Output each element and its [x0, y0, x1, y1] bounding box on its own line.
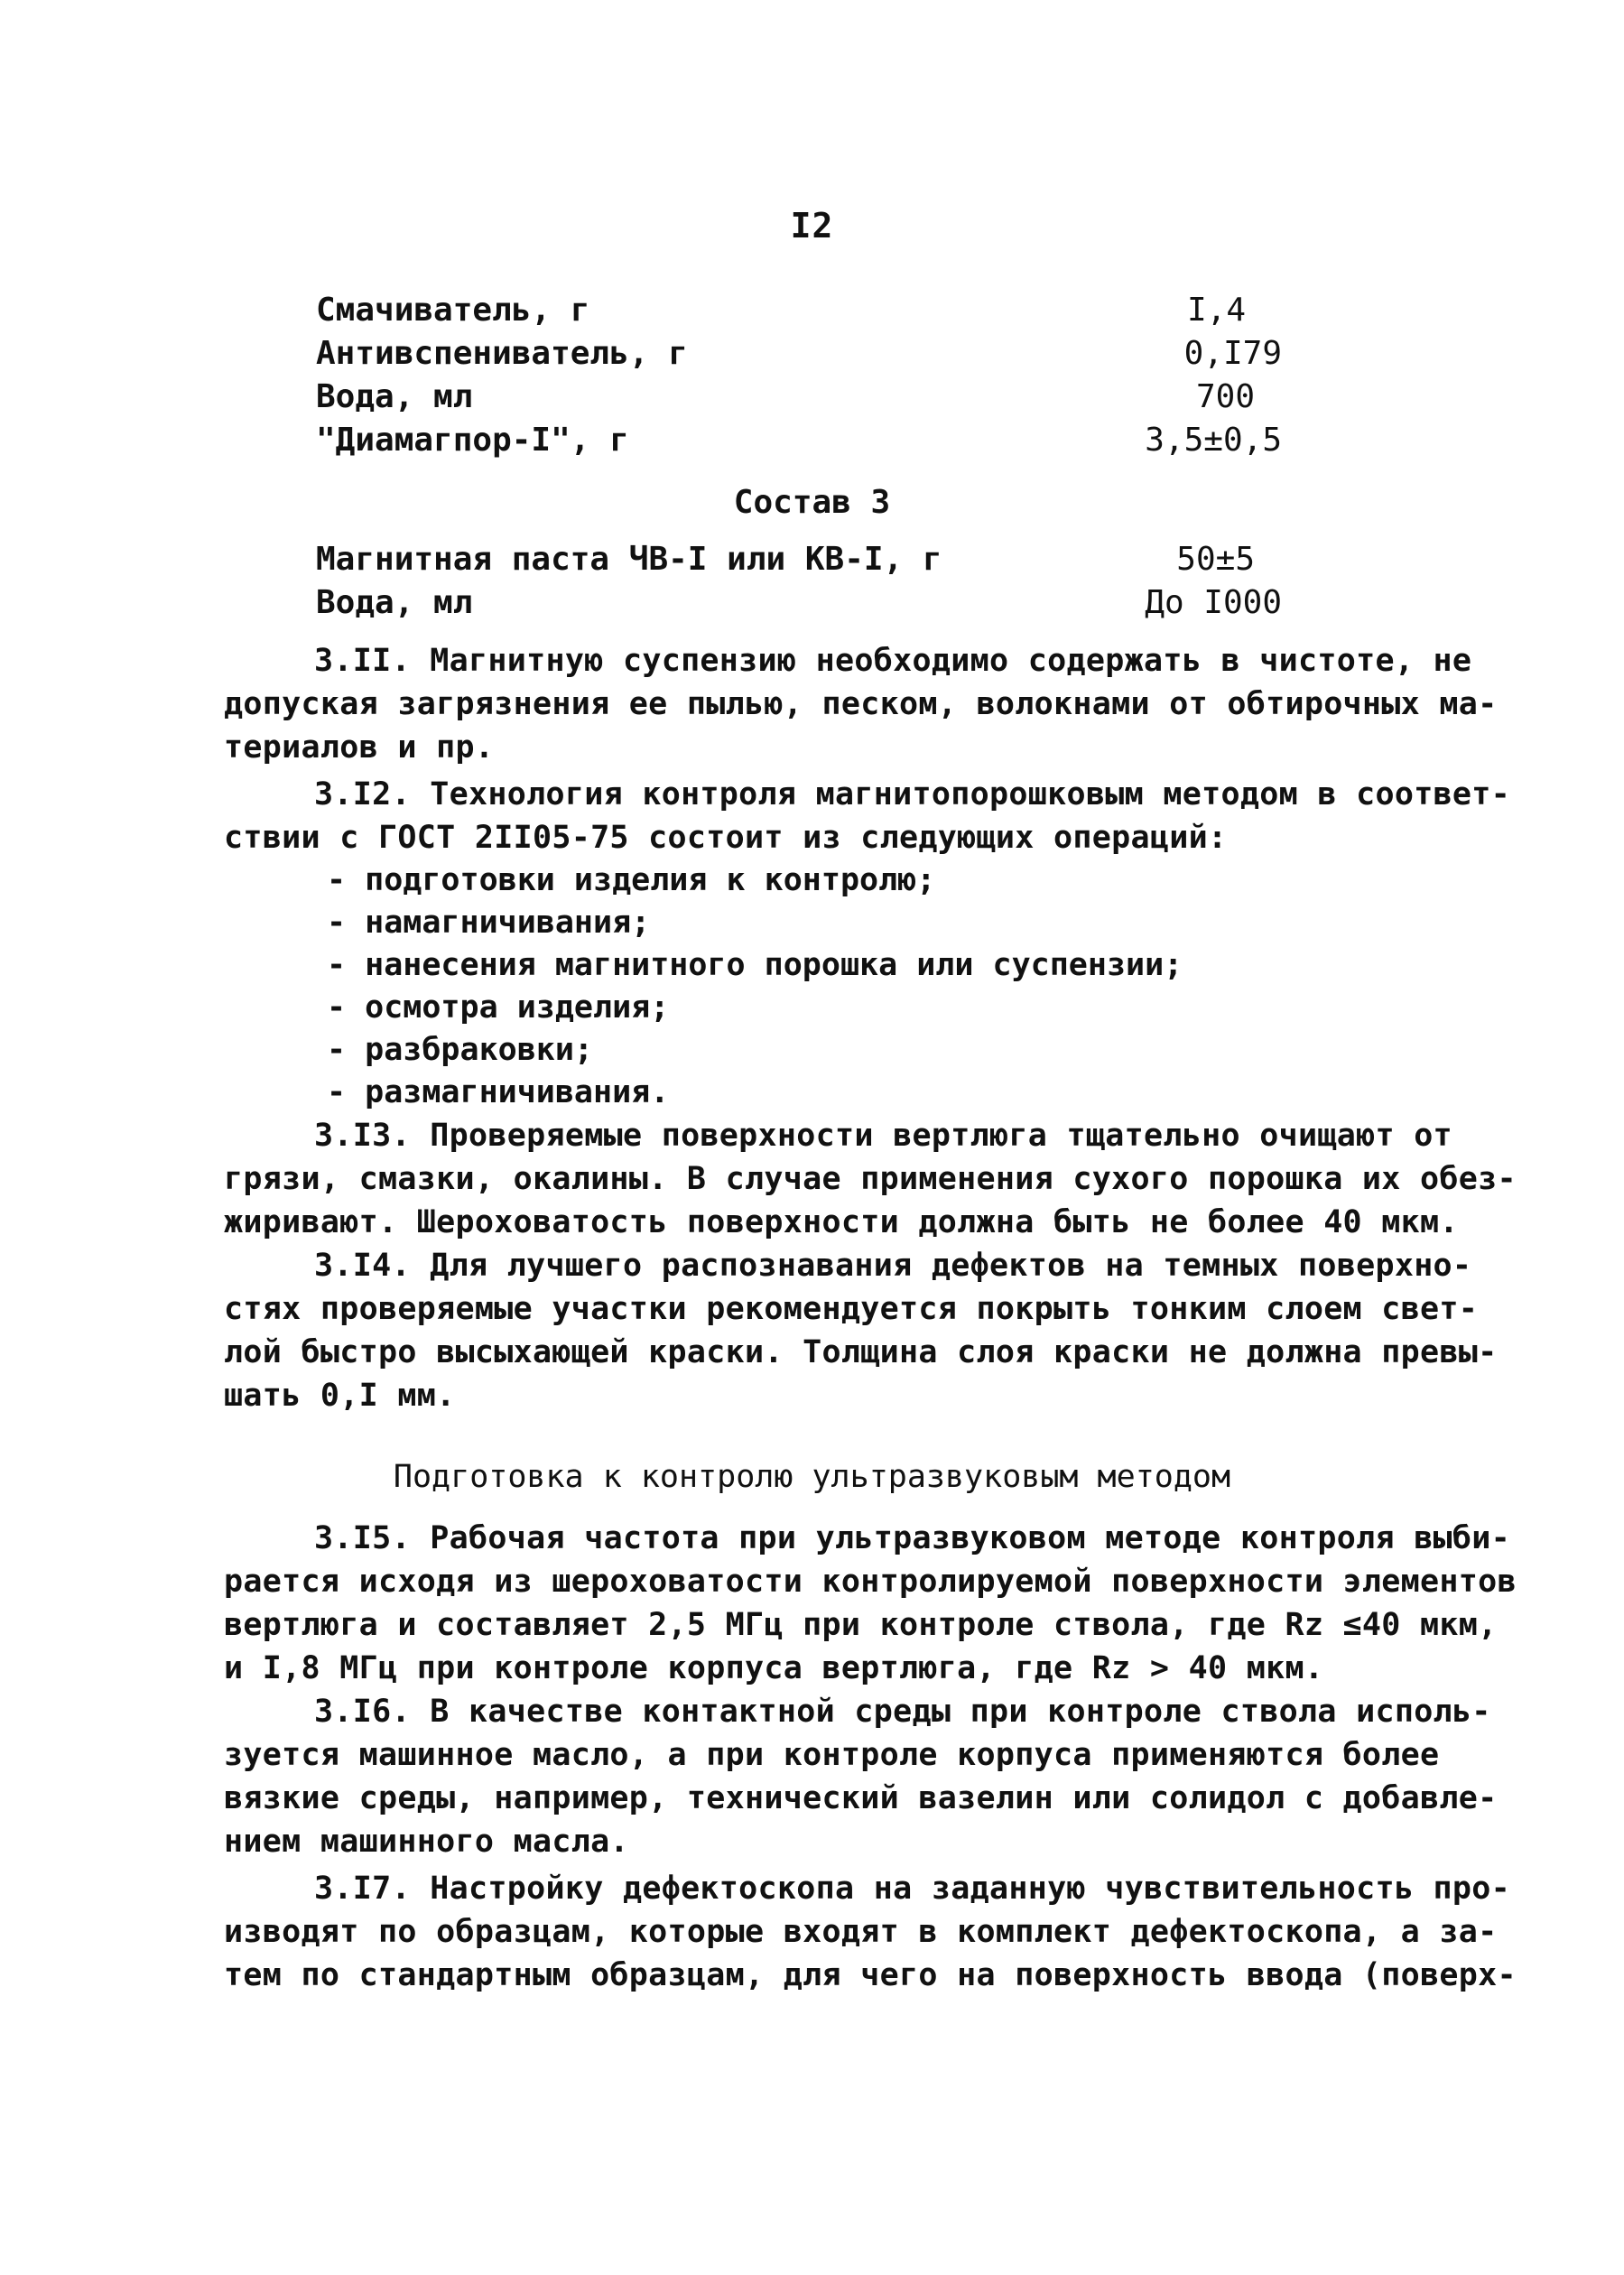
composition-heading: Состав 3 — [733, 484, 891, 521]
paragraph-3-16 — [224, 1690, 1498, 1863]
text-line: изводят по образцам, которые входят в комплект дефектоскопа, а за- — [224, 1914, 1498, 1950]
ingredient-value: 0,I79 — [1183, 335, 1282, 372]
text-line: жиривают. Шероховатость поверхности должна быть не более 40 мкм. — [224, 1204, 1459, 1240]
text-line: рается исходя из шероховатости контролируемой поверхности элементов — [224, 1564, 1517, 1600]
text-line: стях проверяемые участки рекомендуется покрыть тонким слоем свет- — [224, 1291, 1479, 1327]
list-item: - подготовки изделия к контролю; — [327, 862, 936, 898]
ingredient-row — [316, 289, 1291, 332]
ingredient-value: До I000 — [1145, 584, 1282, 621]
paragraph-3-13 — [224, 1114, 1517, 1244]
list-item: - разбраковки; — [327, 1032, 594, 1068]
text-line: лой быстро высыхающей краски. Толщина слоя краски не должна превы- — [224, 1334, 1498, 1370]
ingredient-name: Магнитная паста ЧВ-I или КВ-I, г — [316, 541, 942, 578]
text-line: тем по стандартным образцам, для чего на поверхность ввода (поверх- — [224, 1957, 1517, 1993]
text-line: 3.I7. Настройку дефектоскопа на заданную чувствительность про- — [314, 1871, 1511, 1907]
ingredient-value: 3,5±0,5 — [1145, 422, 1282, 459]
paragraph-3-12 — [224, 773, 1511, 859]
ingredient-row — [316, 419, 1291, 462]
text-line: 3.I2. Технология контроля магнитопорошковым методом в соответ- — [314, 776, 1511, 812]
ingredient-name: Антивспениватель, г — [316, 335, 688, 372]
text-line: шать 0,I мм. — [224, 1378, 456, 1414]
section-title: Подготовка к контролю ультразвуковым методом — [393, 1459, 1231, 1495]
text-line: териалов и пр. — [224, 729, 495, 766]
text-line: вязкие среды, например, технический вазелин или солидол с добавле- — [224, 1780, 1498, 1816]
ingredient-name: Вода, мл — [316, 378, 473, 415]
page-number: I2 — [790, 206, 834, 246]
paragraph-3-15 — [224, 1517, 1517, 1690]
ingredient-row — [316, 538, 1291, 581]
list-item: - размагничивания. — [327, 1074, 670, 1110]
text-line: 3.II. Магнитную суспензию необходимо содержать в чистоте, не — [314, 643, 1472, 679]
ingredients-table-b — [316, 538, 1291, 625]
ingredient-name: "Диамагпор-I", г — [316, 422, 629, 459]
ingredient-value: I,4 — [1186, 292, 1246, 329]
ingredient-name: Вода, мл — [316, 584, 473, 621]
paragraph-3-11 — [224, 639, 1498, 769]
list-item: - нанесения магнитного порошка или суспензии; — [327, 947, 1183, 983]
text-line: ствии с ГОСТ 2II05-75 состоит из следующих операций: — [224, 820, 1228, 856]
text-line: 3.I6. В качестве контактной среды при контроле ствола исполь- — [314, 1694, 1491, 1730]
paragraph-3-14 — [224, 1244, 1498, 1417]
ingredient-value: 700 — [1195, 378, 1255, 415]
text-line: 3.I4. Для лучшего распознавания дефектов на темных поверхно- — [314, 1248, 1472, 1284]
text-line: 3.I3. Проверяемые поверхности вертлюга тщательно очищают от — [314, 1118, 1452, 1154]
ingredient-value: 50±5 — [1176, 541, 1255, 578]
operations-list — [327, 859, 1183, 1114]
text-line: 3.I5. Рабочая частота при ультразвуковом методе контроля выби- — [314, 1520, 1511, 1556]
text-line: зуется машинное масло, а при контроле корпуса применяются более — [224, 1737, 1440, 1773]
text-line: нием машинного масла. — [224, 1824, 629, 1860]
ingredient-row — [316, 376, 1291, 419]
text-line: вертлюга и составляет 2,5 МГц при контроле ствола, где Rz ≤40 мкм, — [224, 1607, 1498, 1643]
ingredient-name: Смачиватель, г — [316, 292, 590, 329]
paragraph-3-17 — [224, 1867, 1517, 1997]
ingredients-table-a — [316, 289, 1291, 462]
list-item: - осмотра изделия; — [327, 989, 670, 1026]
text-line: и I,8 МГц при контроле корпуса вертлюга, где Rz > 40 мкм. — [224, 1650, 1324, 1686]
ingredient-row — [316, 581, 1291, 625]
ingredient-row — [316, 332, 1291, 376]
text-line: допуская загрязнения ее пылью, песком, волокнами от обтирочных ма- — [224, 686, 1498, 722]
text-line: грязи, смазки, окалины. В случае применения сухого порошка их обез- — [224, 1161, 1517, 1197]
list-item: - намагничивания; — [327, 905, 651, 941]
